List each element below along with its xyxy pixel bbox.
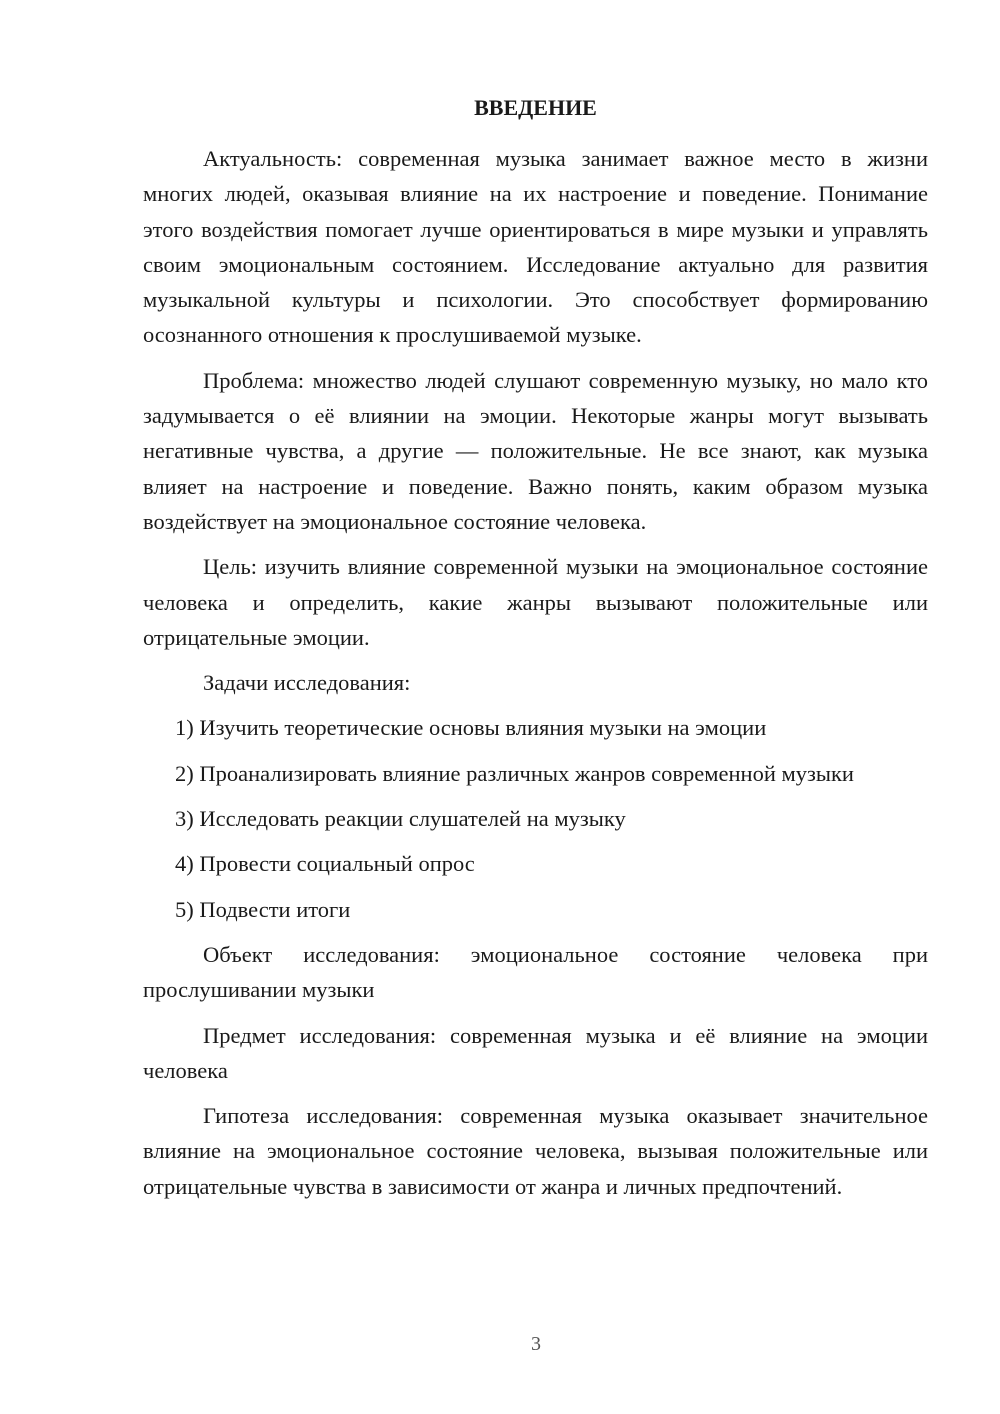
document-body — [143, 90, 928, 1214]
list-item: 4) Провести социальный опрос — [175, 851, 475, 877]
list-item: 1) Изучить теоретические основы влияния музыки на эмоции — [175, 715, 767, 741]
paragraph-object: Объект исследования: эмоциональное состояние человека при прослушивании музыки — [143, 941, 928, 1003]
page-number: 3 — [531, 1333, 541, 1355]
paragraph-relevance: Актуальность: современная музыка занимает важное место в жизни многих людей, оказывая влияние на их настроение и поведение. Понимание этого воздействия помогает лучше ориентироваться в мире музыки и управлять своим эмоциональным состоянием. Исследование актуально для развития музыкальной культуры и психологии. Это способствует формированию осознанного отношения к прослушиваемой музыке. — [143, 146, 928, 348]
list-item: 5) Подвести итоги — [175, 896, 351, 922]
paragraph-problem: Проблема: множество людей слушают современную музыку, но мало кто задумывается о её влиянии на эмоции. Некоторые жанры могут вызывать негативные чувства, а другие — положительные. Не все знают, как музыка влияет на настроение и поведение. Важно понять, каким образом музыка воздействует на эмоциональное состояние человека. — [143, 367, 928, 534]
paragraph-subject: Предмет исследования: современная музыка и её влияние на эмоции человека — [143, 1022, 928, 1083]
tasks-heading: Задачи исследования: — [203, 670, 411, 696]
paragraph-hypothesis: Гипотеза исследования: современная музыка оказывает значительное влияние на эмоциональное состояние человека, вызывая положительные или отрицательные чувства в зависимости от жанра и личных предпочтений. — [143, 1103, 928, 1199]
tasks-list — [143, 710, 928, 926]
list-item: 3) Исследовать реакции слушателей на музыку — [175, 806, 626, 832]
list-item: 2) Проанализировать влияние различных жанров современной музыки — [175, 760, 854, 786]
paragraph-goal: Цель: изучить влияние современной музыки на эмоциональное состояние человека и определить, какие жанры вызывают положительные или отрицательные эмоции. — [143, 554, 928, 650]
page-title: ВВЕДЕНИЕ — [474, 95, 597, 120]
